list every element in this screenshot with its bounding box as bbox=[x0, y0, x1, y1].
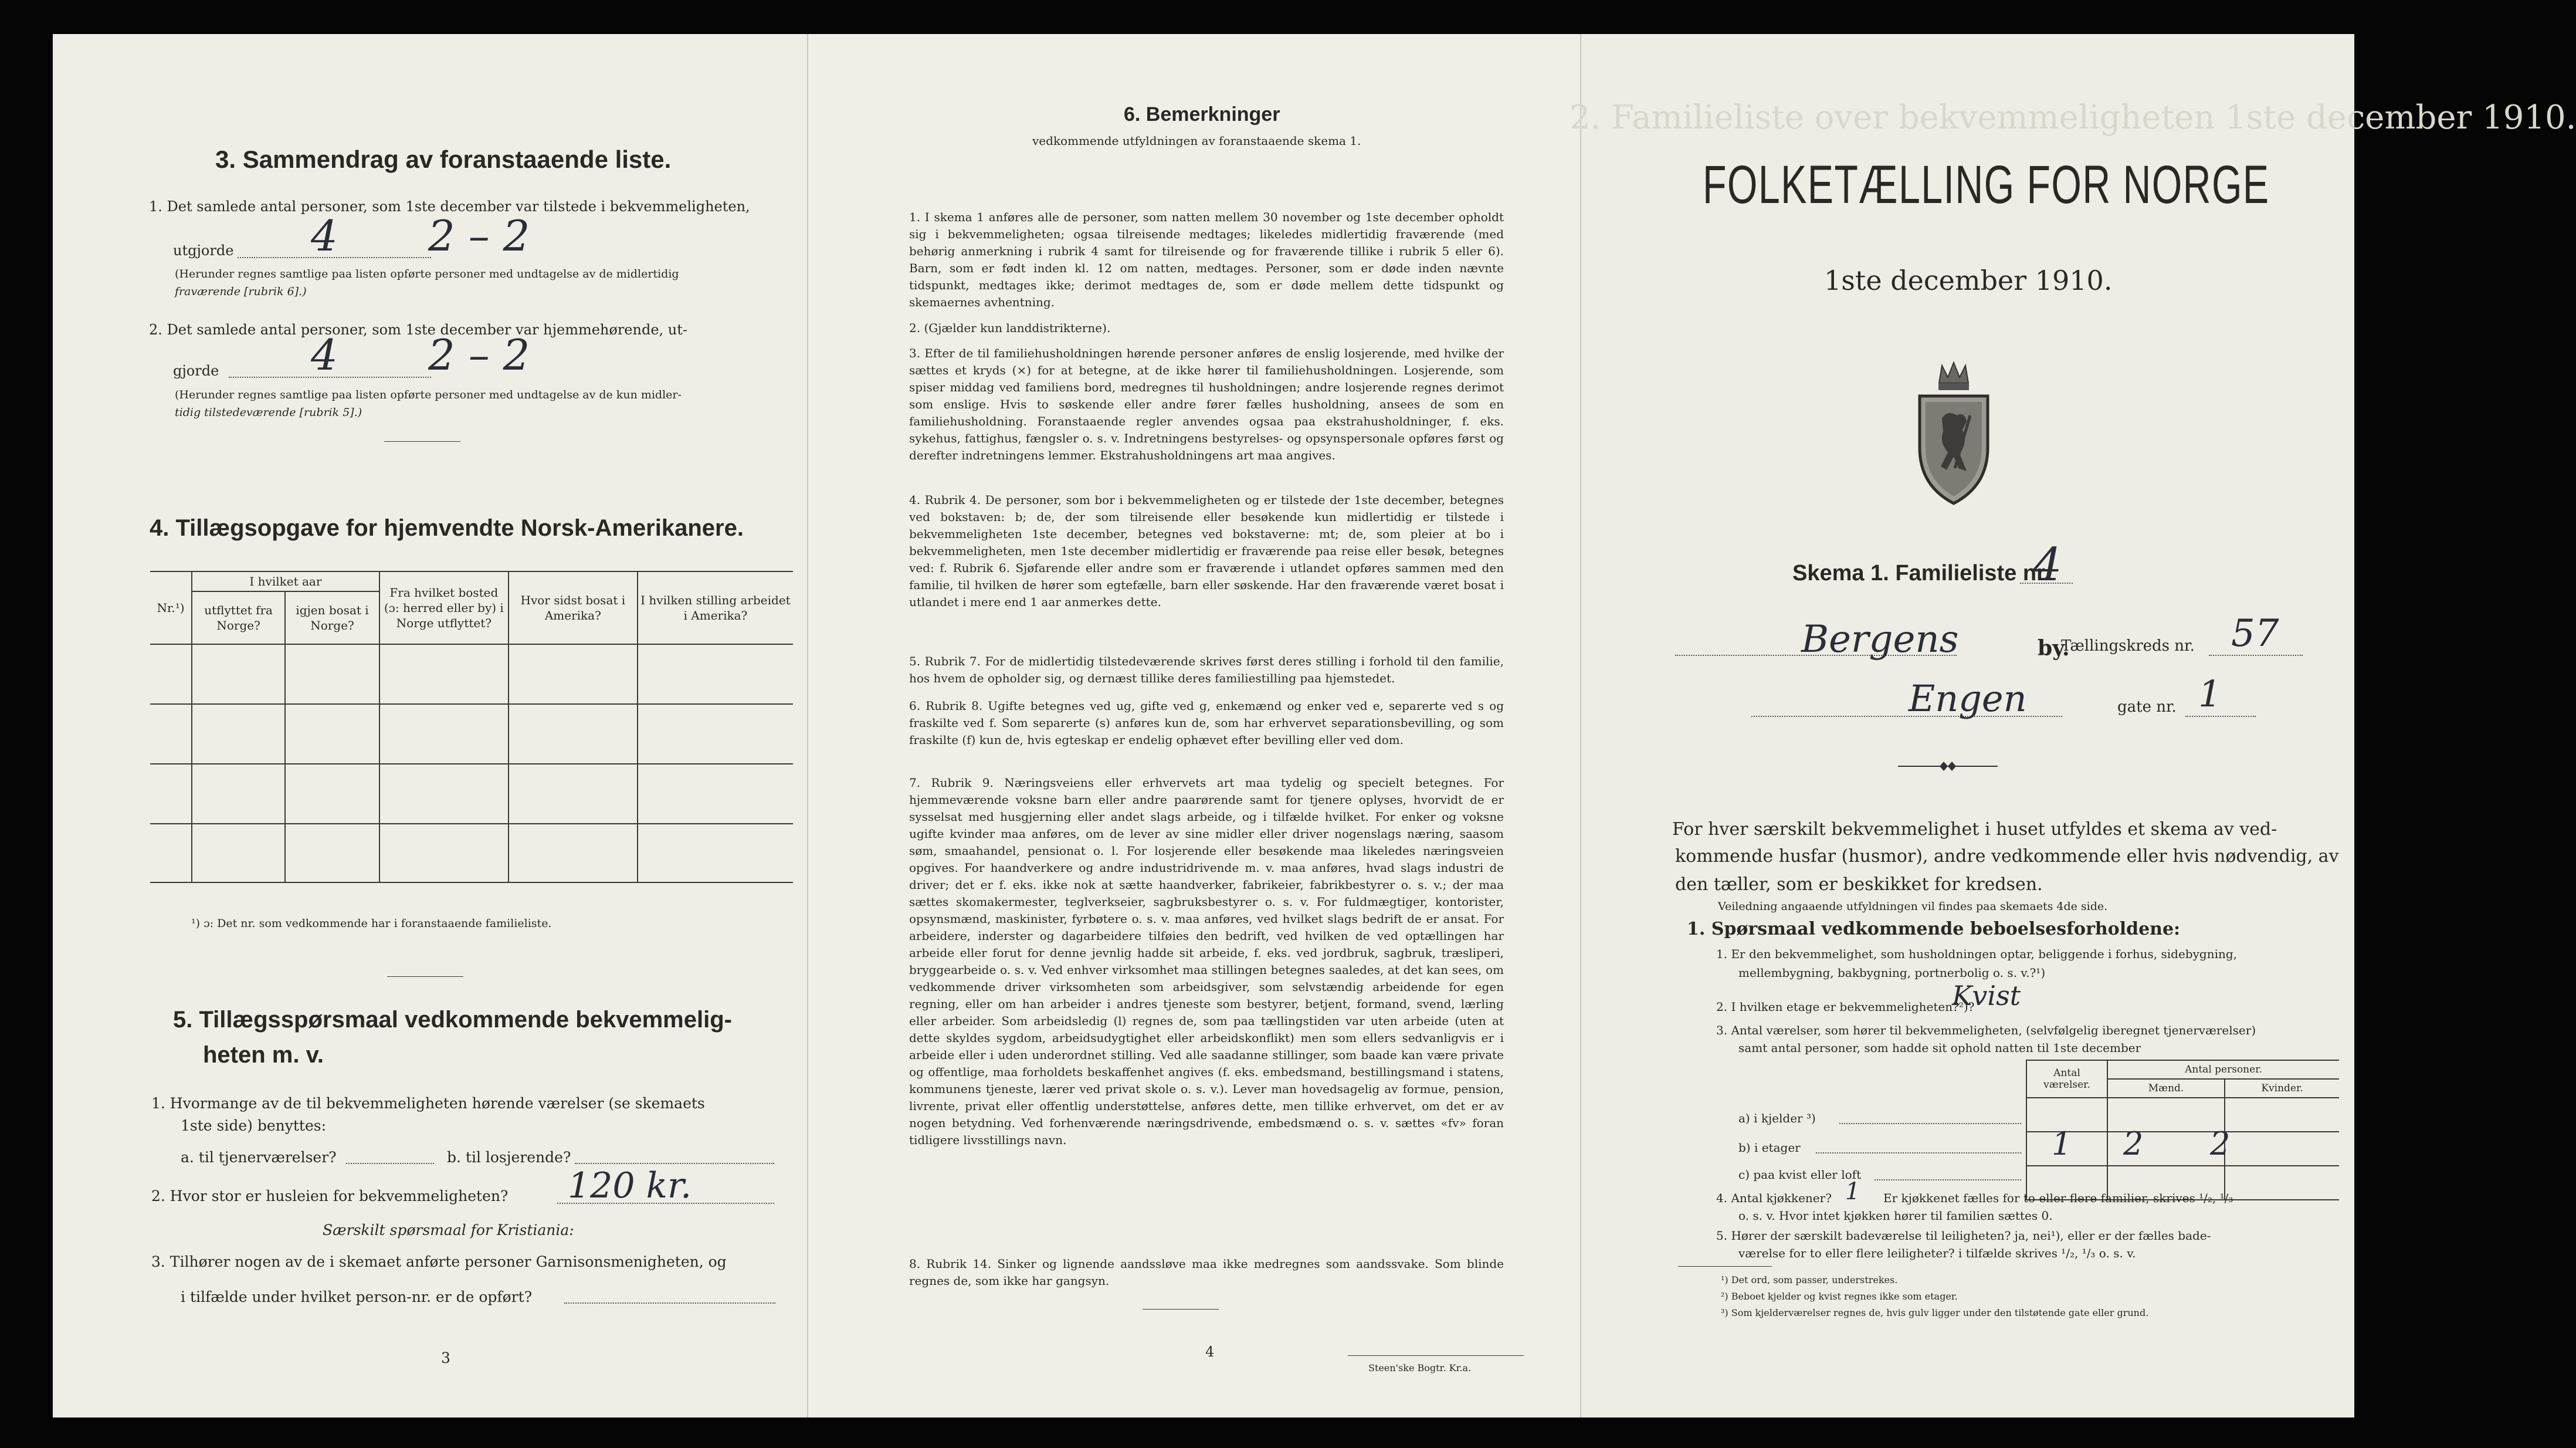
divider bbox=[387, 976, 463, 977]
street-value: Engen bbox=[1909, 677, 2027, 720]
women-etager: 2 bbox=[2210, 1125, 2231, 1162]
schema-label: Skema 1. Familieliste nr. bbox=[1792, 561, 2050, 586]
table-header-stilling: I hvilken stilling arbeidet i Amerika? bbox=[638, 571, 793, 644]
s3-q1-total: 4 bbox=[311, 211, 338, 260]
city-label: by. bbox=[2038, 636, 2070, 661]
city-value: Bergens bbox=[1801, 618, 1959, 661]
remark-item: 6. Rubrik 8. Ugifte betegnes ved ug, gifte ved g, enkemænd og enker ved e, separerte ved s og fraskilte ved f. Som separerte (s) anføres kun de, som har erhvervet separationsbevilling, og som fraskilte (f) kun de, hvis egteskap er endelig ophævet efter bevilling eller ved dom. bbox=[909, 699, 1504, 747]
footnote-rule bbox=[1678, 1266, 1772, 1267]
guide-note: Veiledning angaaende utfyldningen vil findes paa skemaets 4de side. bbox=[1718, 900, 2108, 913]
schema-number: 4 bbox=[2033, 539, 2062, 591]
rooms-etager: 1 bbox=[2052, 1125, 2072, 1162]
page-4 bbox=[808, 34, 1581, 1417]
remark-item: 3. Efter de til familiehusholdningen hørende personer anføres de enslig losjerende, med hvilke der sættes et kryds (×) for at betegne, at de ikke hører til familiehusholdningen. Losjerende, som spiser middag ved familiens bord, medregnes til husholdningen; andre losjerende regnes derimot som enslige. Hvis to søskende eller andre fører fælles husholdning, ansees de som en familiehusholdning. Foranstaaende regler anvendes ogsaa paa ekstrahusholdninger, f. eks. sykehus, fattighus, fængsler o. s. v. Indretningens bestyrelses- og opsynspersonale opføres først og derefter indretningens lemmer. Ekstrahusholdningens art maa angives. bbox=[909, 346, 1504, 462]
ornament-icon bbox=[1898, 759, 1998, 773]
s5-q1-text-b: 1ste side) benyttes: bbox=[181, 1117, 327, 1134]
question-heading: 1. Spørsmaal vedkommende beboelsesforholdene: bbox=[1687, 919, 2181, 939]
s5-q2-answer: 120 kr. bbox=[568, 1165, 692, 1206]
street-number: 1 bbox=[2198, 672, 2222, 715]
table-header-utflyttet: utflyttet fra Norge? bbox=[192, 591, 285, 644]
footnote-3: ³) Som kjelderværelser regnes de, hvis gulv ligger under den tilstøtende gate eller grund. bbox=[1721, 1307, 2149, 1318]
s5-q1-servants: a. til tjenerværelser? bbox=[181, 1149, 337, 1166]
q5-text-a: 5. Hører der særskilt badeværelse til leiligheten? ja, nei¹), eller er der fælles bade- bbox=[1716, 1229, 2211, 1243]
table-header-bosted: Fra hvilket bosted (ɔ: herred eller by) i Norge utflyttet? bbox=[379, 571, 509, 644]
norsk-amerikanere-table bbox=[150, 571, 793, 883]
section-4-title: 4. Tillægsopgave for hjemvendte Norsk-Amerikanere. bbox=[150, 515, 744, 541]
cover-page bbox=[1570, 34, 2576, 1417]
q2-answer: Kvist bbox=[1952, 980, 2021, 1011]
q4-text-a: 4. Antal kjøkkener? bbox=[1716, 1191, 1832, 1205]
row-label-kvist: c) paa kvist eller loft bbox=[1738, 1168, 1862, 1182]
printer-credit: Steen'ske Bogtr. Kr.a. bbox=[1368, 1362, 1472, 1373]
remarks-subtitle: vedkommende utfyldningen av foranstaaende skema 1. bbox=[1032, 134, 1361, 148]
intro-line-a: For hver særskilt bekvemmelighet i huset utfyldes et skema av ved- bbox=[1672, 819, 2277, 840]
street-number-dotline bbox=[2185, 716, 2256, 717]
divider bbox=[1143, 1309, 1219, 1310]
intro-line-c: den tæller, som er beskikket for kredsen. bbox=[1675, 874, 2043, 895]
s3-q1-note-b: fraværende [rubrik 6].) bbox=[175, 285, 307, 298]
col-men: Mænd. bbox=[2107, 1079, 2225, 1098]
form-title: FOLKETÆLLING FOR NORGE bbox=[1703, 155, 2270, 215]
footnote-2: ²) Beboet kjelder og kvist regnes ikke som etager. bbox=[1721, 1291, 1958, 1302]
s3-q2-note-a: (Herunder regnes samtlige paa listen opførte personer med undtagelse av de kun midler- bbox=[175, 388, 682, 401]
remark-item: 5. Rubrik 7. For de midlertidig tilstedeværende skrives først deres stilling i forhold til den familie, hos hvem de opholder sig, og dernæst tillike deres familiestilling paa hjemstedet. bbox=[909, 654, 1504, 685]
s5-q2-text: 2. Hvor stor er husleien for bekvemmeligheten? bbox=[151, 1188, 509, 1205]
s5-q1-text: 1. Hvormange av de til bekvemmeligheten hørende værelser (se skemaets bbox=[151, 1095, 705, 1112]
bleed-through-header: 2. Familieliste over bekvemmeligheten 1ste december 1910. bbox=[1570, 99, 2576, 137]
q2-text: 2. I hvilken etage er bekvemmeligheten?²)? bbox=[1716, 1000, 1975, 1014]
page-number: 3 bbox=[441, 1349, 450, 1366]
remark-item: 8. Rubrik 14. Sinker og lignende aandssløve maa ikke medregnes som aandssvake. Som blinde regnes de, som ikke har gangsyn. bbox=[909, 1257, 1504, 1288]
q4-answer: 1 bbox=[1845, 1178, 1860, 1205]
q3-text-b: samt antal personer, som hadde sit ophold natten til 1ste december bbox=[1738, 1041, 2141, 1055]
s4-footnote: ¹) ɔ: Det nr. som vedkommende har i foranstaaende familieliste. bbox=[191, 917, 552, 930]
row-dotline bbox=[1816, 1152, 2021, 1153]
s3-q1-split: 2 – 2 bbox=[428, 211, 530, 260]
intro-line-b: kommende husfar (husmor), andre vedkommende eller hvis nødvendig, av bbox=[1675, 846, 2339, 867]
s5-q3-text: 3. Tilhører nogen av de i skemaet anførte personer Garnisonsmenigheten, og bbox=[151, 1253, 727, 1270]
rooms-persons-table bbox=[2026, 1060, 2339, 1200]
q4-text-c: o. s. v. Hvor intet kjøkken hører til familien sættes 0. bbox=[1738, 1209, 2053, 1223]
s3-q1-note-a: (Herunder regnes samtlige paa listen opførte personer med undtagelse av de midlertidig bbox=[175, 268, 679, 280]
q1-text-a: 1. Er den bekvemmelighet, som husholdningen optar, beliggende i forhus, sidebygning, bbox=[1716, 947, 2238, 961]
row-dotline bbox=[1839, 1123, 2021, 1124]
coat-of-arms-icon bbox=[1913, 360, 1995, 506]
q3-text-a: 3. Antal værelser, som hører til bekvemmeligheten, (selvfølgelig iberegnet tjenerværelser) bbox=[1716, 1023, 2256, 1037]
remark-item: 4. Rubrik 4. De personer, som bor i bekvemmeligheten og er tilstede der 1ste december, betegnes ved bokstaven: b; de, der som tilreisende eller besøkende kun midlertidig er tilstede i bekvemmeligheten 1ste december, betegnes ved bokstaverne: mt; de, som pleier at bo i bekvemmeligheten, men 1ste december midlertidig er fraværende paa reise eller besøk, betegnes ved: f. Rubrik 6. Sjøfarende eller andre som er fraværende i utlandet opføres sammen med den familie, til hvilken de hører som egtefælle, barn eller søskende. Har den fraværende været bosat i utlandet i mere end 1 aar anmerkes dette. bbox=[909, 493, 1504, 609]
section-3-title: 3. Sammendrag av foranstaaende liste. bbox=[215, 146, 672, 173]
s3-q2-total: 4 bbox=[311, 330, 338, 380]
s3-q2-split: 2 – 2 bbox=[428, 330, 530, 380]
col-women: Kvinder. bbox=[2225, 1079, 2339, 1098]
remark-item: 7. Rubrik 9. Næringsveiens eller erhvervets art maa tydelig og specielt betegnes. For hjemmeværende voksne barn eller andre paarørende samt for tjenere oplyses, hvorvidt de er sysselsat med husgjerning eller andet slags arbeide, og i tilfælde hvilket. For enker og voksne ugifte kvinder maa anføres, om de lever av sine midler eller driver nogenslags næring, saasom søm, smaahandel, pensionat o. l. For losjerende eller besøkende maa likeledes næringsveien opgives. For haandverkere og andre industridrivende m. v. maa anføres, hvad slags industri de driver; det er f. eks. ikke nok at sætte haandverker, fabrikeier, fabrikbestyrer o. s. v.; der maa sættes skomakermester, teglverkseier, sagbruksbestyrer o. s. v. For fuldmægtiger, kontorister, opsynsmænd, maskinister, fyrbøtere o. s. v. maa anføres, ved hvilket slags bedrift de er ansat. For arbeidere, inderster og dagarbeidere tilføies den bedrift, ved hvilken de ved optællingen har arbeide eller forut for denne jevnlig hadde sit arbeide, f. eks. ved jordbruk, sagbruk, træsliperi, bryggearbeide o. s. v. Ved enhver virksomhet maa stillingen betegnes saaledes, at det kan sees, om vedkommende driver virksomheten som arbeidsgiver, som selvstændig arbeidende for egen regning, eller om han arbeider i andres tjeneste som bestyrer, betjent, formand, svend, lærling eller arbeider. Som arbeidsledig (l) regnes de, som paa tællingstiden var uten arbeide (uten at dette skyldes sygdom, arbeidsudygtighet eller arbeidskonflikt) men som ellers sedvanligvis er i arbeide eller i uden underordnet stilling. Ved alle saadanne stillinger, som baade kan være private og offentlige, maa forholdets beskaffenhet angives (f. eks. embedsmand, bestillingsmand i statens, kommunens tjeneste, lærer ved privat skole o. s. v.). Lever man hovedsagelig av formue, pension, livrente, privat eller offentlig understøttelse, anføres dette, men tillike erhvervet, om det er av nogen betydning. Ved forhenværende næringsdrivende, embedsmænd o. s. v. sættes «fv» foran tidligere livsstillings navn. bbox=[909, 776, 1504, 1147]
q4-text-b: Er kjøkkenet fælles for to eller flere familier, skrives ¹/₂, ¹/₃ bbox=[1883, 1191, 2233, 1205]
footnote-1: ¹) Det ord, som passer, understrekes. bbox=[1721, 1274, 1898, 1285]
men-etager: 2 bbox=[2123, 1125, 2144, 1162]
s5-kristiania-label: Særskilt spørsmaal for Kristiania: bbox=[323, 1222, 574, 1239]
s5-q1-servants-dotline bbox=[346, 1163, 434, 1164]
table-header-year: I hvilket aar bbox=[192, 571, 379, 591]
row-label-etager: b) i etager bbox=[1738, 1141, 1801, 1155]
s3-q2-text: 2. Det samlede antal personer, som 1ste december var hjemmehørende, ut- bbox=[149, 322, 687, 338]
s5-q3-dotline bbox=[564, 1302, 775, 1304]
row-label-kjelder: a) i kjelder ³) bbox=[1738, 1111, 1816, 1125]
col-rooms: Antal værelser. bbox=[2026, 1060, 2107, 1098]
section-5-title-b: heten m. v. bbox=[203, 1042, 324, 1068]
s3-q2-note-b: tidig tilstedeværende [rubrik 5].) bbox=[175, 406, 362, 419]
col-persons: Antal personer. bbox=[2107, 1060, 2339, 1079]
page-number: 4 bbox=[1205, 1344, 1215, 1360]
remark-item: 1. I skema 1 anføres alle de personer, som natten mellem 30 november og 1ste december opholdt sig i bekvemmeligheten; ogsaa tilreisende medtages; likeledes midlertidig fraværende (med behørig anmerkning i rubrik 4 samt for tilreisende og for fraværende tillike i rubrik 5 eller 6). Barn, som er født inden kl. 12 om natten, medtages. Personer, som er døde inden nævnte tidspunkt, medtages ikke; derimot medtages de, som er døde mellem dette tidspunkt og skemaernes avhentning. bbox=[909, 210, 1504, 309]
s5-q3-text-b: i tilfælde under hvilket person-nr. er de opført? bbox=[181, 1288, 533, 1305]
section-5-title-a: 5. Tillægsspørsmaal vedkommende bekvemmelig- bbox=[173, 1007, 732, 1033]
s3-q2-label: gjorde bbox=[173, 363, 219, 379]
table-header-nr: Nr.¹) bbox=[150, 571, 192, 644]
circuit-value: 57 bbox=[2231, 612, 2279, 655]
table-header-igjen-bosat: igjen bosat i Norge? bbox=[285, 591, 379, 644]
printer-rule bbox=[1348, 1355, 1524, 1356]
page-3 bbox=[53, 34, 808, 1417]
form-date: 1ste december 1910. bbox=[1824, 265, 2113, 296]
row-dotline bbox=[1875, 1179, 2021, 1180]
q5-text-b: værelse for to eller flere leiligheter? i tilfælde skrives ¹/₂, ¹/₃ o. s. v. bbox=[1738, 1246, 2136, 1260]
q1-text-b: mellembygning, bakbygning, portnerbolig o. s. v.?¹) bbox=[1738, 966, 2046, 980]
remark-item: 2. (Gjælder kun landdistrikterne). bbox=[909, 321, 1111, 335]
remarks-title: 6. Bemerkninger bbox=[1124, 103, 1280, 126]
s5-q1-lodgers: b. til losjerende? bbox=[447, 1149, 571, 1166]
divider bbox=[384, 441, 460, 442]
street-label: gate nr. bbox=[2117, 698, 2177, 716]
circuit-label: Tællingskreds nr. bbox=[2061, 637, 2195, 655]
s5-q1-lodgers-dotline bbox=[575, 1163, 774, 1164]
s3-q1-text: 1. Det samlede antal personer, som 1ste december var tilstede i bekvemmeligheten, bbox=[149, 198, 750, 215]
s3-q1-label: utgjorde bbox=[173, 242, 234, 259]
table-header-amerika-bosat: Hvor sidst bosat i Amerika? bbox=[509, 571, 638, 644]
